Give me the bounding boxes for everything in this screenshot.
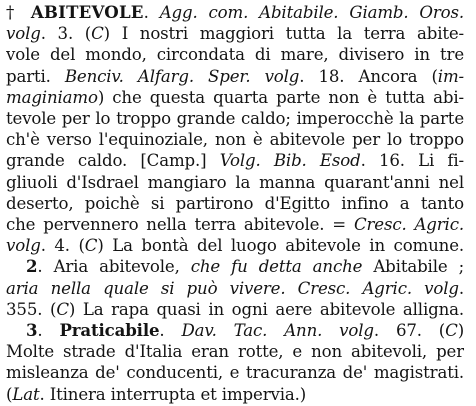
entry-line (6, 299, 464, 320)
text-segment: maginiamo (6, 87, 98, 107)
sense-term: Praticabile (59, 320, 160, 340)
citation: C (56, 299, 69, 319)
text-segment: vole del mondo, circondata di mare, divisero in tre (6, 45, 464, 65)
entry-line (6, 172, 464, 193)
text-segment: parti. (6, 66, 65, 86)
text-segment: Abitabile ; (362, 257, 464, 277)
sense-number: 2 (26, 256, 38, 277)
text-segment: . 3. ( (40, 24, 92, 44)
text-segment: 355. ( (6, 299, 57, 319)
text-segment: aria nella quale si può vivere. Cresc. Agric. volg (6, 278, 459, 298)
text-segment: . Itinera interrupta et impervia.) (39, 384, 307, 404)
text-segment: gliuoli d'Isdrael mangiaro la manna quarant'anni nel (6, 172, 464, 192)
text-segment: . Aria abitevole, (37, 257, 191, 277)
sense-line (26, 320, 464, 341)
entry-line (6, 278, 464, 299)
text-segment: ) (457, 321, 464, 340)
citation: C (84, 236, 98, 256)
sense-line (26, 256, 464, 277)
text-segment: ch'è verso l'equinoziale, non è abitevole per lo troppo (6, 130, 464, 150)
text-segment: deserto, poichè si partirono d'Egitto infino a tanto (6, 193, 464, 213)
entry-line (6, 23, 464, 44)
entry-line (6, 150, 464, 171)
entry-line (6, 108, 464, 129)
grammar-note: Agg. com. Abitabile. Giamb. Oros. (159, 3, 464, 22)
entry-line (6, 235, 464, 256)
citation: Lat (12, 384, 40, 404)
entry-line (6, 44, 464, 65)
text-segment: . (143, 3, 160, 22)
citation: Dav. Tac. Ann. volg (181, 321, 374, 340)
text-segment: ) I nostri maggiori tutta la terra abite- (103, 24, 464, 44)
text-segment: grande caldo. [Camp.] (6, 151, 220, 171)
headword: ABITEVOLE (30, 2, 144, 22)
citation: C (91, 24, 104, 44)
entry-line (6, 341, 464, 362)
text-segment: im- (437, 66, 464, 86)
citation: volg (6, 24, 41, 44)
citation: Benciv. Alfarg. Sper. volg (64, 66, 300, 86)
text-segment: ) che questa quarta parte non è tutta abi- (97, 87, 464, 107)
entry-line (6, 214, 464, 235)
text-segment: ) La bontà del luogo abitevole in comune. (97, 236, 464, 256)
citation: C (445, 321, 458, 340)
entry-line (6, 66, 464, 87)
text-segment: . 18. Ancora ( (299, 66, 438, 86)
citation: Volg. Bib. Esod (219, 151, 361, 171)
text-segment: ( (6, 384, 13, 404)
text-segment: . (37, 321, 60, 340)
text-segment: . (458, 278, 464, 298)
entry-line-last (6, 384, 464, 405)
text-segment: tevole per lo troppo grande caldo; imperocchè la parte (6, 109, 464, 128)
text-segment: che pervennero nella terra abitevole. = (6, 215, 354, 234)
text-segment: che fu detta anche (190, 257, 363, 277)
citation: Cresc. Agric. (353, 215, 464, 234)
text-segment: ) La rapa quasi in ogni aere abitevole alligna. (68, 299, 464, 319)
citation: volg (6, 236, 41, 256)
text-segment: . 67. ( (373, 321, 446, 340)
text-segment: . 4. ( (40, 236, 85, 256)
entry-line (6, 193, 464, 214)
dagger-mark: † (6, 3, 31, 22)
text-segment: misleanza de' conducenti, e tracuranza de' magistrati. (6, 363, 464, 383)
text-segment: . 16. Li fi- (360, 151, 464, 171)
text-segment: . (159, 321, 182, 340)
sense-number: 3 (26, 320, 38, 340)
entry-line (6, 87, 464, 108)
text-segment: Molte strade d'Italia eran rotte, e non abitevoli, per (6, 342, 464, 362)
entry-line (6, 362, 464, 383)
entry-line (6, 129, 464, 150)
entry-line (6, 2, 464, 23)
